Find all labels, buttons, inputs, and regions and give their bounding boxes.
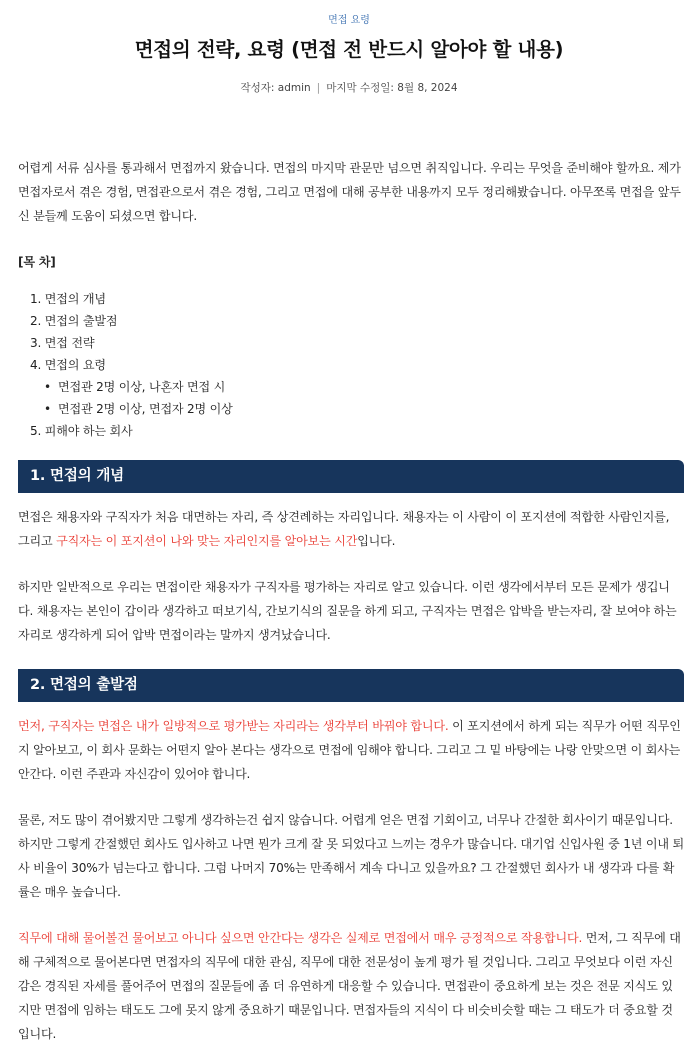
text-run: 면접은 채용자와 구직자가 처음 대면하는 자리, 즉 상견례하는 자리입니다. 채용자는 이 사람이 이 포지션에 적합한 사람인지를, 그리고 <box>18 510 670 548</box>
toc-item[interactable]: 2. 면접의 출발점 <box>30 314 118 328</box>
toc-sublist <box>30 376 684 420</box>
text-run: 이 포지션에서 하게 되는 직무가 어떤 직무인지 알아보고, 이 회사 문화는 어떤지 알아 본다는 생각으로 면접에 임해야 합니다. 그리고 그 밑 바탕에는 나랑 안맞으면 이 회사는 안간다. 이런 주관과 자신감이 있어야 합니다. <box>18 719 681 781</box>
post-title: 면접의 전략, 요령 (면접 전 반드시 알아야 할 내용) <box>134 38 564 61</box>
section2-paragraph <box>18 714 684 786</box>
meta-separator: | <box>316 82 321 94</box>
highlighted-text: 직무에 대해 물어볼건 물어보고 아니다 싶으면 안간다는 생각은 실제로 면접에서 매우 긍정적으로 작용합니다. <box>18 931 583 945</box>
highlighted-text: 먼저, 구직자는 면접은 내가 일방적으로 평가받는 자리라는 생각부터 바꿔야 합니다. <box>18 719 449 733</box>
text-run: 먼저, 그 직무에 대해 구체적으로 물어본다면 면접자의 직무에 대한 관심, 직무에 대한 전문성이 높게 평가 될 것입니다. 그리고 무엇보다 이런 자신감은 경직된 자세를 풀어주어 면접의 질문들에 좀 더 유연하게 대응할 수 있습니다. 면접관이 중요하게 보는 것은 전문 지식도 있지만 면접에 임하는 태도도 그에 못지 않게 중요하기 때문입니다. 면접자들의 지식이 다 비슷비슷할 때는 그 태도가 더 중요할 것입니다. <box>18 931 681 1041</box>
toc-item-label[interactable]: 4. 면접의 요령 <box>30 358 106 372</box>
post-category-link[interactable]: 면접 요령 <box>328 15 370 26</box>
toc-heading: [목 차] <box>18 255 56 269</box>
section1-paragraph <box>18 505 684 553</box>
section2-paragraph <box>18 926 684 1046</box>
post-author: 작성자: admin <box>240 82 311 94</box>
toc-subitem[interactable]: • 면접관 2명 이상, 면접자 2명 이상 <box>58 398 684 420</box>
text-run: 입니다. <box>357 534 396 548</box>
section2-paragraph: 물론, 저도 많이 겪어봤지만 그렇게 생각하는건 쉽지 않습니다. 어렵게 얻은 면접 기회이고, 너무나 간절한 회사이기 때문입니다. 하지만 그렇게 간절했던 회사도 입사하고 나면 뭔가 크게 잘 못 되었다고 느끼는 경우가 많습니다. 대기업 신입사원 중 1년 이내 퇴사 비율이 30%가 넘는다고 합니다. 그럼 나머지 70%는 만족해서 계속 다니고 있을까요? 그 간절했던 회사가 내 생각과 다를 확률은 매우 높습니다. <box>18 813 684 899</box>
post-modified-date: 마지막 수정일: 8월 8, 2024 <box>326 82 458 94</box>
post-meta <box>0 80 698 96</box>
toc-item[interactable]: 1. 면접의 개념 <box>30 292 106 306</box>
toc-item[interactable]: 5. 피해야 하는 회사 <box>30 424 133 438</box>
toc-subitem[interactable]: • 면접관 2명 이상, 나혼자 면접 시 <box>58 376 684 398</box>
toc-item[interactable]: 3. 면접 전략 <box>30 336 95 350</box>
highlighted-text: 구직자는 이 포지션이 나와 맞는 자리인지를 알아보는 시간 <box>56 534 358 548</box>
section-heading-concept: 1. 면접의 개념 <box>18 460 684 493</box>
section1-paragraph: 하지만 일반적으로 우리는 면접이란 채용자가 구직자를 평가하는 자리로 알고 있습니다. 이런 생각에서부터 모든 문제가 생깁니다. 채용자는 본인이 갑이라 생각하고 떠보기식, 간보기식의 질문을 하게 되고, 구직자는 면접은 압박을 받는자리, 잘 보여야 하는 자리로 생각하게 되어 압박 면접이라는 말까지 생겨났습니다. <box>18 580 677 642</box>
table-of-contents <box>18 288 684 442</box>
section-heading-starting-point: 2. 면접의 출발점 <box>18 669 684 702</box>
post-content <box>0 156 698 1046</box>
toc-item <box>30 354 684 420</box>
intro-paragraph: 어렵게 서류 심사를 통과해서 면접까지 왔습니다. 면접의 마지막 관문만 넘으면 취직입니다. 우리는 무엇을 준비해야 할까요. 제가 면접자로서 겪은 경험, 면접관으로서 겪은 경험, 그리고 면접에 대해 공부한 내용까지 모두 정리해봤습니다. 아무쪼록 면접을 앞두신 분들께 도움이 되셨으면 합니다. <box>18 161 681 223</box>
